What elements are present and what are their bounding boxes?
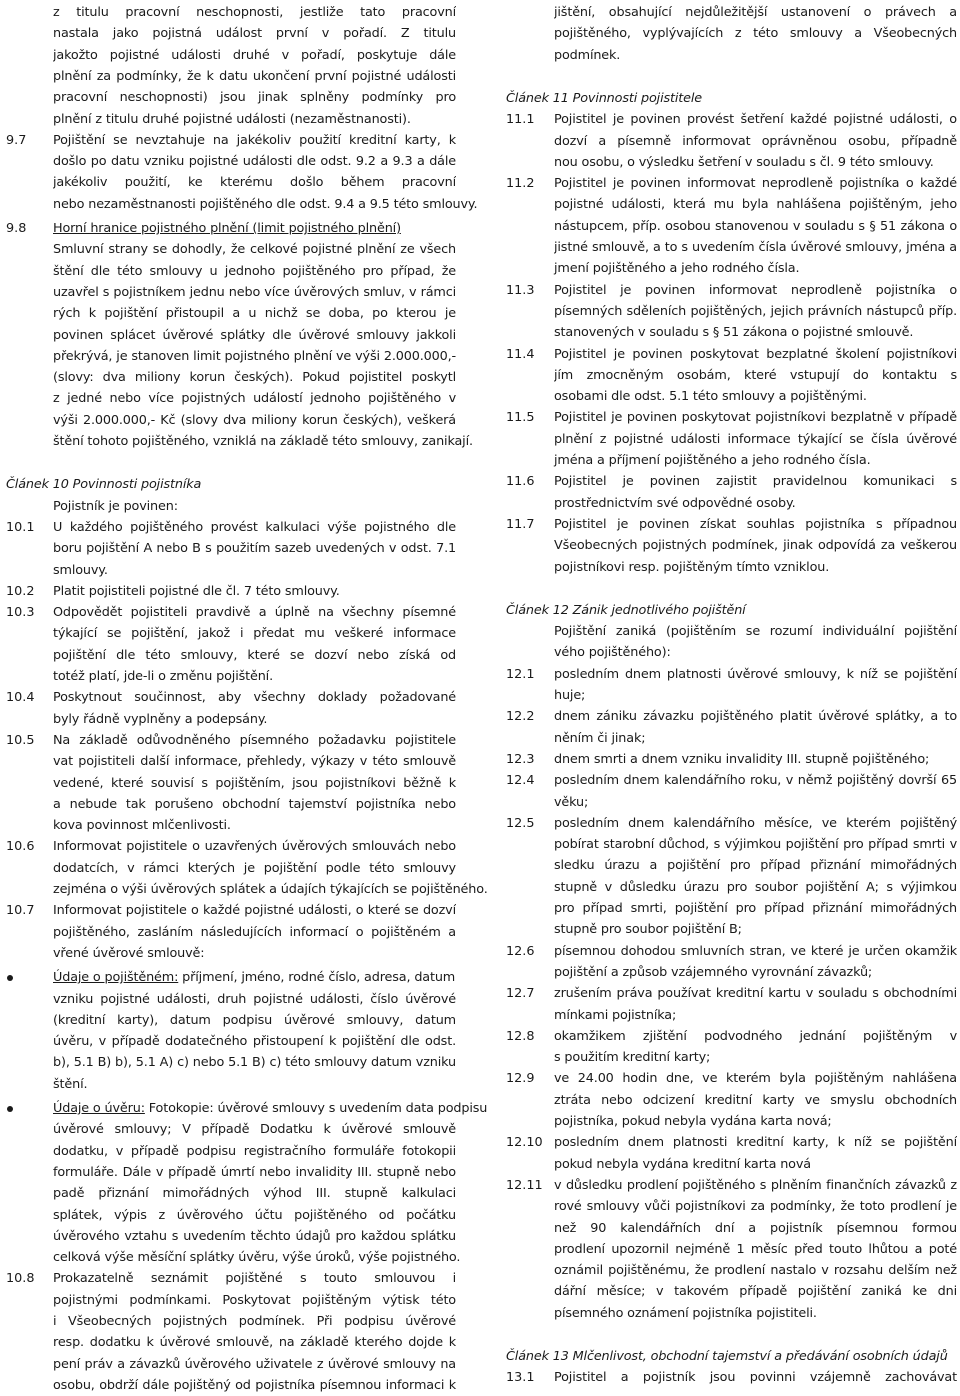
paragraph-line: stupně pro soubor pojištění B; [554,922,742,938]
paragraph-line: splátek, výpis z úvěrového účtu pojištěného od počátku [53,1207,456,1223]
paragraph-line: pojištění a způsob vzájemného vyrovnání závazků; [554,964,873,980]
section-number: 12.7 [506,986,535,1002]
paragraph-line: zejména o výši úvěrových splátek a údajích týkajících se pojištěného. [53,882,488,897]
paragraph-line: celková výše měsíční splátky úvěru, výše úroků, výše pojistného. [53,1250,461,1266]
paragraph-line: Pojistník je povinen: [53,498,178,514]
paragraph-line: jména a příjmení pojištěného a jeho rodného čísla. [554,453,871,468]
paragraph-line: vedené, které souvisí s pojištěním, jsou pojistníkovi běžně k [53,775,456,791]
paragraph-line: stanovených v souladu s § 51 zákona o pojistné smlouvě. [554,325,914,341]
paragraph-line: ztráta nebo odcizení kreditní karty ve smyslu obchodních [554,1092,957,1108]
paragraph-line: pojistné události, která mu byla nahlášena pojištěným, jeho [554,197,957,213]
paragraph-line: pojištěného, zasláním následujících informací o pojištěném a [53,924,456,940]
paragraph-line: vřené úvěrové smlouvě: [53,945,205,961]
paragraph-line: vého pojištěného): [554,645,671,661]
section-number: 12.3 [506,751,535,767]
paragraph-line: Informovat pojistitele o každé pojistné události, o které se dozví [53,903,456,919]
paragraph-line: úvěrového vztahu s uvedením těchto údajů pro každou splátku [53,1228,456,1244]
paragraph-line: jištění, obsahující nejdůležitější ustanovení o právech a [554,5,957,20]
paragraph-line: úvěrové smlouvy; V případě Dodatku k úvěrové smlouvě [53,1122,456,1138]
paragraph-line: z titulu pracovní neschopnosti, jestliže tato pracovní [53,5,456,20]
section-number: 10.3 [6,605,35,621]
section-number: 11.7 [506,516,535,532]
paragraph-line: Platit pojistiteli pojistné dle čl. 7 této smlouvy. [53,583,340,599]
paragraph-line: pro případ smrti, pojištění pro případ přiznání mimořádných [554,901,957,916]
paragraph-line: Smluvní strany se dohodly, že celkové pojistné plnění ze všech [53,242,456,258]
section-number: 11.4 [506,346,535,362]
paragraph-line: pojistnými podmínkami. Poskytovat pojištěným výtisk této [53,1292,456,1308]
paragraph-line: nebo nezaměstnanosti pojištěného dle odst. 9.4 a 9.5 této smlouvy. [53,196,478,212]
section-number: 11.6 [506,474,535,490]
paragraph-line: formuláře. Dále v případě úmrtí nebo invalidity III. stupně nebo [53,1164,456,1180]
section-number: 9.8 [6,221,27,236]
paragraph-line: dodatcích, v rámci kterých je pojištění podle této smlouvy [53,860,456,876]
paragraph-line: povinen splácet úvěrové splátky dle úvěrové smlouvy jakkoli [53,327,456,343]
paragraph-line: věku; [554,794,589,810]
paragraph-line: Pojistitel a pojistník jsou povinni vzájemně zachovávat [554,1370,957,1386]
paragraph-line: Pojištění se nevztahuje na jakékoliv použití kreditní karty, k [53,132,456,148]
paragraph-line: rých k pojištění přistoupil a u nichž se doba, po kterou je [53,306,456,322]
paragraph-line: U každého pojištěného provést kalkulaci výše pojistného dle [53,519,456,535]
paragraph-line: osobu, obdrží dále pojištěný od pojistníka písemnou informaci k [53,1377,456,1393]
section-number: 12.4 [506,773,535,789]
paragraph-line: Všeobecných pojistných podmínek, jinak odpovídá za veškerou [554,538,957,554]
paragraph-line: písemného oznámení pojistníka pojistiteli. [554,1305,817,1321]
section-number: 11.2 [506,176,535,192]
paragraph-line: štění tohoto pojištěného, vzniklá na základě této smlouvy, zanikají. [53,434,473,449]
section-number: 12.6 [506,943,535,959]
section-number: 10.5 [6,732,35,748]
paragraph-line: prodlení upozornil nejméně 1 měsíc před touto lhůtou a poté [554,1241,957,1257]
bullet-first-line [53,1098,488,1119]
paragraph-line: posledním dnem kalendářního roku, v němž pojištěný dovrší 65 [554,773,957,789]
paragraph-line: plnění z pojistné události informace týkající se čísla úvěrové [554,431,957,447]
paragraph-line: dnem zániku závazku pojištěného platit úvěrové splátky, a to [554,709,957,725]
paragraph-line: boru pojištění A nebo B s použitím sazeb uvedených v odst. 7.1 [53,541,456,557]
paragraph-line: dářní měsíce; v takovém případě pojištění zaniká ke dni [554,1284,957,1300]
paragraph-line: písemných sděleních pojištěných, jejich právních nástupců příp. [554,303,957,319]
paragraph-line: jím zmocněným osobám, které vstupují do kontaktu s [554,367,957,383]
paragraph-line: dnem smrti a dnem vzniku invalidity III. stupně pojištěného; [554,751,930,767]
paragraph-line: Pojistitel je povinen poskytovat pojistníkovi bezplatně v případě [554,410,957,426]
paragraph-line: oznámil pojištěnému, že prodlení nastalo v rozsahu delším než [554,1263,957,1279]
paragraph-line: a nebude tak porušeno obchodní tajemství pojistníka nebo [53,796,456,812]
section-number: 10.4 [6,690,35,706]
paragraph-line: (kreditní karty), datum podpisu úvěrové smlouvy, datum [53,1012,456,1028]
paragraph-line: prostřednictvím své odpovědné osoby. [554,495,796,511]
bullet-icon [7,975,13,981]
section-number: 9.7 [6,132,27,148]
bullet-text: Fotokopie: úvěrové smlouvy s uvedením data podpisu [144,1101,488,1116]
paragraph-line: podmínek. [554,47,621,63]
paragraph-line: plnění z titulu druhé pojistné události (nezaměstnanosti). [53,111,411,127]
paragraph-line: pobírat starobní důchod, s výjimkou pojištění pro případ smrti v [554,837,957,853]
section-number: 10.7 [6,903,35,919]
section-number: 12.11 [506,1177,543,1193]
paragraph-line: jmení pojištěného a jeho rodného čísla. [554,261,800,277]
paragraph-line: Pojistitel je povinen informovat neprodleně pojistníka o [554,282,957,298]
bullet-icon [7,1106,13,1112]
paragraph-line: pojistníkovi resp. pojištěným tímto vzniklou. [554,559,830,575]
paragraph-line: kova povinnost mlčenlivosti. [53,818,231,834]
paragraph-line: z jedné nebo více pojistných událostí jednoho pojištěného v [53,391,456,407]
paragraph-line: Na základě odůvodněného písemného požadavku pojistitele [53,732,456,748]
paragraph-line: týkající se pojištění, jakož i předat mu veškeré informace [53,626,456,642]
bullet-label: Údaje o pojištěném: [53,970,179,986]
paragraph-line: Pojistitel je povinen poskytovat bezplatné školení pojistníkovi [554,346,957,362]
section-number: 12.1 [506,666,535,682]
paragraph-line: Pojistitel je povinen zajistit pravidelnou komunikaci s [554,474,957,490]
paragraph-line: totéž platí, jde-li o změnu pojištění. [53,669,273,684]
article-heading: Článek 13 Mlčenlivost, obchodní tajemství a předávání osobních údajů [506,1349,948,1364]
paragraph-line: byly řádně vyplněny a podepsány. [53,711,268,727]
paragraph-line: padě přiznání mimořádných výhod III. stupně kalkulaci [53,1186,456,1202]
paragraph-line: (slovy: dva miliony korun českých). Pokud pojistitel poskytl [53,370,456,386]
section-number: 12.8 [506,1028,535,1044]
paragraph-line: dodatku, v případě podpisu registračního formuláře fotokopii [53,1143,456,1159]
paragraph-line: překrývá, je stanoven limit pojistného plnění ve výši 2.000.000,- [53,348,456,364]
paragraph-line: vzniku pojistné události, druh pojistné události, číslo úvěrové [53,991,456,1007]
paragraph-line: pokud nebyla vydána kreditní karta nová [554,1156,811,1172]
paragraph-line: pojištěného, vyplývajících z této smlouvy a Všeobecných [554,26,957,42]
paragraph-line: ve 24.00 hodin dne, ve kterém byla pojištěným nahlášena [554,1071,957,1087]
paragraph-line: Pojistitel je povinen informovat neprodleně pojistníka o každé [554,176,957,192]
section-number: 12.5 [506,815,535,831]
section-number: 13.1 [506,1370,535,1386]
paragraph-line: rové smlouvy vůči pojistníkovi za podmínky, že toto prodlení je [554,1199,957,1215]
paragraph-line: jakožto pojistné události druhé v pořadí, poskytuje dále [53,47,456,63]
paragraph-line: Prokazatelně seznámit pojištěné s touto smlouvou i [53,1271,456,1287]
paragraph-line: resp. dodatku k úvěrové smlouvě, na základě kterého dojde k [53,1335,456,1351]
paragraph-line: dozví a písemně informovat oprávněnou osobu, případně [554,133,957,149]
article-heading: Článek 12 Zánik jednotlivého pojištění [506,602,746,618]
paragraph-line: než 90 kalendářních dní a pojistník písemnou formou [554,1220,957,1236]
paragraph-line: štění. [53,1076,88,1092]
paragraph-line: jakékoliv použití, ke kterému došlo během pracovní [53,175,456,191]
paragraph-line: smlouvy. [53,562,108,578]
section-number: 12.9 [506,1071,535,1087]
paragraph-line: uzavřel s pojistníkem jednu nebo více úvěrových smluv, v rámci [53,284,456,300]
section-number: 10.2 [6,583,35,599]
paragraph-line: štění dle této smlouvy u jednoho pojištěného pro případ, že [53,263,456,279]
paragraph-line: osobami dle odst. 5.1 této smlouvy a pojištěnými. [554,389,867,405]
paragraph-line: b), 5.1 B) b), 5.1 A) c) nebo 5.1 B) c) této smlouvy datum vzniku [53,1055,456,1071]
paragraph-line: sledku úrazu a pojištění pro případ přiznání mimořádných [554,858,957,874]
section-number: 11.5 [506,410,535,426]
section-title: Horní hranice pojistného plnění (limit pojistného plnění) [53,221,401,236]
paragraph-line: Odpovědět pojistiteli pravdivě a úplně na všechny písemné [53,605,456,621]
bullet-first-line [53,967,456,988]
paragraph-line: Pojištění zaniká (pojištěním se rozumí individuální pojištění [554,624,957,640]
paragraph-line: došlo po datu vzniku pojistné události dle odst. 9.2 a 9.3 a dále [53,154,456,170]
paragraph-line: nástupcem, příp. osobou stanovenou v souladu s § 51 zákona o [554,218,957,234]
bullet-label: Údaje o úvěru: [53,1101,145,1116]
paragraph-line: Pojistitel je povinen získat souhlas pojistníka s případnou [554,516,957,532]
paragraph-line: nastala jako pojistná událost první v pořadí. Z titulu [53,26,456,42]
paragraph-line: posledním dnem platnosti kreditní karty, k níž se pojištění [554,1135,957,1151]
paragraph-line: jistné smlouvě, a to s uvedením čísla úvěrové smlouvy, jména a [554,240,957,255]
section-number: 11.3 [506,282,535,298]
paragraph-line: něním či jinak; [554,730,646,746]
paragraph-line: mínkami pojistníka; [554,1007,677,1023]
paragraph-line: plnění za podmínky, že k datu ukončení první pojistné události [53,68,456,84]
section-number: 10.1 [6,519,35,535]
bullet-text: příjmení, jméno, rodné číslo, adresa, datum [178,970,456,986]
section-number: 10.8 [6,1271,35,1287]
paragraph-line: úvěru, v případě dodatečného přistoupení k pojištění dle odst. [53,1034,456,1050]
paragraph-line: i Všeobecných pojistných podmínek. Při podpisu úvěrové [53,1314,456,1329]
paragraph-line: písemnou dohodou smluvních stran, ve které je určen okamžik [554,943,957,959]
paragraph-line: Poskytnout součinnost, aby všechny doklady požadované [53,690,456,706]
article-heading: Článek 11 Povinnosti pojistitele [506,90,703,106]
section-number: 10.6 [6,839,35,855]
paragraph-line: huje; [554,688,586,703]
paragraph-line: posledním dnem kalendářního měsíce, ve kterém pojištěný [554,815,957,831]
paragraph-line: pojistníka, pokud nebyla vydána karta nová; [554,1114,832,1129]
paragraph-line: posledním dnem platnosti úvěrové smlouvy, k níž se pojištění [554,666,957,682]
paragraph-line: pojištění dle této smlouvy, které se dozví nebo získá od [53,647,456,663]
paragraph-line: vat pojistiteli další informace, přehledy, výkazy v této smlouvě [53,754,456,770]
section-number: 11.1 [506,112,535,128]
paragraph-line: s použitím kreditní karty; [554,1050,711,1066]
paragraph-line: nou osobu, o výsledku šetření v souladu s čl. 9 této smlouvy. [554,154,934,170]
paragraph-line: Informovat pojistitele o uzavřených úvěrových smlouvách nebo [53,839,456,855]
section-number: 12.10 [506,1135,543,1151]
paragraph-line: zrušením práva používat kreditní kartu v souladu s obchodními [554,986,957,1002]
paragraph-line: v důsledku prodlení pojištěného s plněním finančních závazků z [554,1177,957,1193]
section-number: 12.2 [506,709,535,725]
paragraph-line: stupně v důsledku úrazu pro soubor pojištění A; s výjimkou [554,879,957,895]
paragraph-line: okamžikem zjištění podvodného jednání pojištěným v [554,1028,957,1044]
article-heading: Článek 10 Povinnosti pojistníka [6,477,202,493]
paragraph-line: pracovní neschopnosti) jsou jinak splněny podmínky pro [53,90,456,106]
paragraph-line: Pojistitel je povinen provést šetření každé pojistné události, o [554,112,957,128]
paragraph-line: pení práv a závazků úvěrového uživatele z úvěrové smlouvy na [53,1356,456,1372]
paragraph-line: výši 2.000.000,- Kč (slovy dva miliony korun českých), veškerá [53,412,456,428]
